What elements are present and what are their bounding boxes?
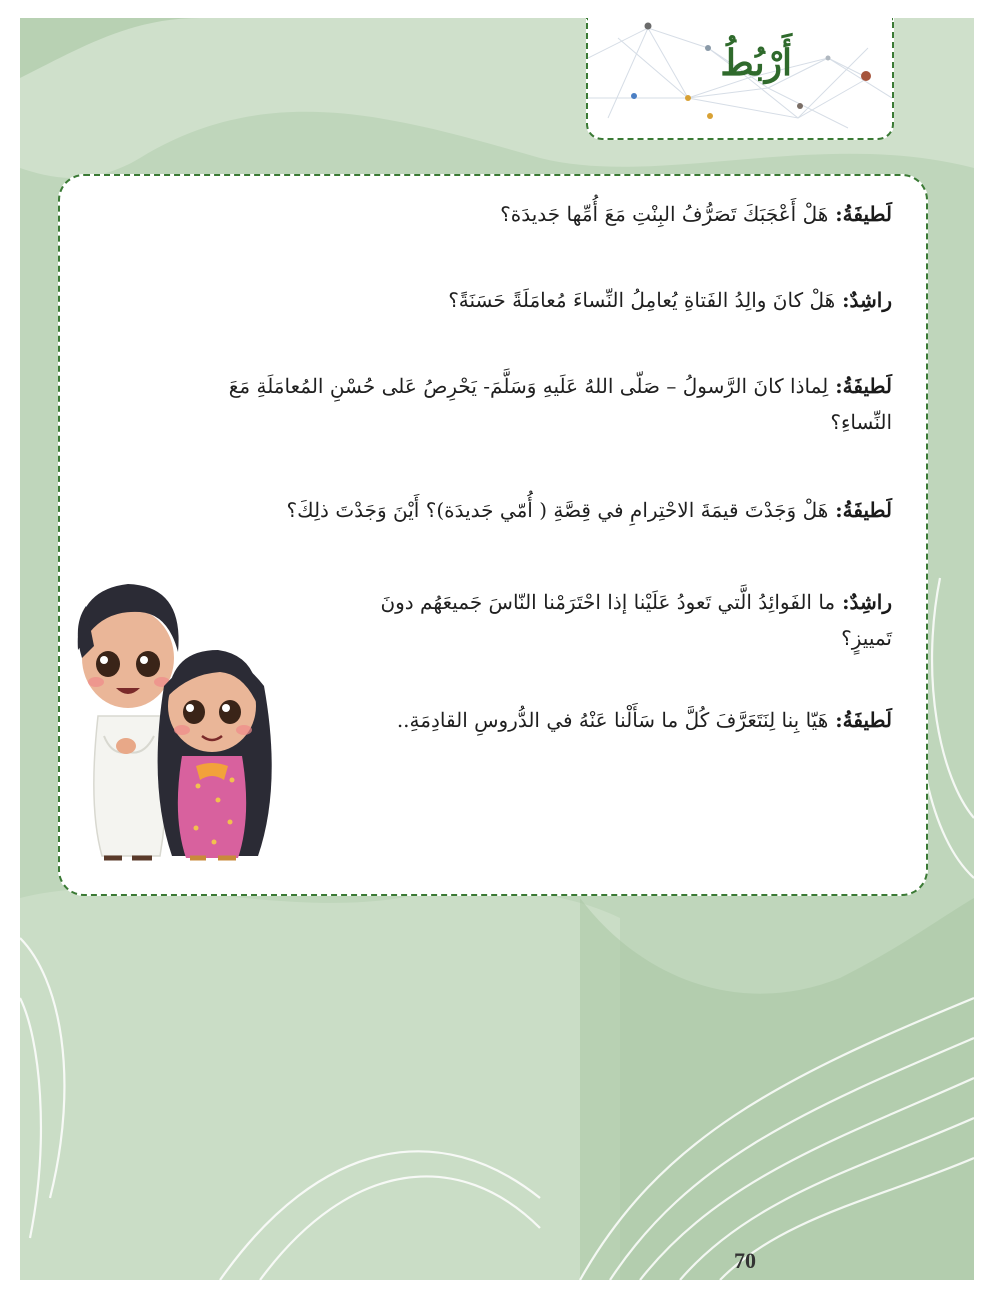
dialogue-line: لَطيفَةُ: هَلْ أَعْجَبَكَ تَصَرُّفُ البِنْتِ مَعَ أُمِّها جَديدَة؟ <box>500 202 892 226</box>
page-number: 70 <box>734 1248 756 1273</box>
lesson-title: أَرْبُطُ <box>720 42 792 84</box>
speaker-name: راشِدٌ <box>849 590 892 614</box>
page-background <box>20 18 974 1280</box>
speaker-name: لَطيفَةُ <box>842 498 892 522</box>
dialogue-line: راشِدٌ: هَلْ كانَ والِدُ الفَتاةِ يُعامِلُ النِّساءَ مُعامَلَةً حَسَنَةً؟ <box>448 288 892 312</box>
speaker-name: لَطيفَةُ <box>842 374 892 398</box>
dialogue-text: لِماذا كانَ الرَّسولُ – صَلّى اللهُ عَلَيهِ وَسَلَّمَ- يَحْرِصُ عَلى حُسْنِ المُعامَلَةِ مَعَ النِّساءِ؟ <box>228 374 892 434</box>
speaker-name: لَطيفَةُ <box>842 202 892 226</box>
dialogue-line: راشِدٌ: ما الفَوائِدُ الَّتي تَعودُ عَلَيْنا إذا احْتَرَمْنا النّاسَ جَميعَهُم دونَ تَمييزٍ؟ <box>380 590 892 650</box>
dialogue-text: هَلْ كانَ والِدُ الفَتاةِ يُعامِلُ النِّساءَ مُعامَلَةً حَسَنَةً؟ <box>448 288 836 312</box>
speaker-name: لَطيفَةُ <box>842 708 892 732</box>
dialogue-text: ما الفَوائِدُ الَّتي تَعودُ عَلَيْنا إذا احْتَرَمْنا النّاسَ جَميعَهُم دونَ تَمييزٍ؟ <box>380 590 892 650</box>
dialogue-text: هَلْ وَجَدْتَ قيمَةَ الاحْتِرامِ في قِصَّةِ ( أُمّي جَديدَة)؟ أَيْنَ وَجَدْتَ ذلِكَ؟ <box>286 498 829 522</box>
dialogue-line: لَطيفَةُ: هَلْ وَجَدْتَ قيمَةَ الاحْتِرامِ في قِصَّةِ ( أُمّي جَديدَة)؟ أَيْنَ وَجَدْتَ ذلِكَ؟ <box>286 498 892 522</box>
girl-figure <box>158 650 272 858</box>
dialogue-card <box>58 174 928 896</box>
dialogue-line: لَطيفَةُ: هَيّا بِنا لِنَتَعَرَّفَ كُلَّ ما سَأَلْنا عَنْهُ في الدُّروسِ القادِمَةِ.. <box>396 708 892 732</box>
dialogue-text: هَيّا بِنا لِنَتَعَرَّفَ كُلَّ ما سَأَلْنا عَنْهُ في الدُّروسِ القادِمَةِ.. <box>396 708 829 732</box>
children-illustration <box>68 566 288 876</box>
dialogue-line: لَطيفَةُ: لِماذا كانَ الرَّسولُ – صَلّى اللهُ عَلَيهِ وَسَلَّمَ- يَحْرِصُ عَلى حُسْنِ المُعامَلَةِ مَعَ النِّساءِ؟ <box>228 374 892 434</box>
lesson-title-card <box>586 18 894 140</box>
dialogue-text: هَلْ أَعْجَبَكَ تَصَرُّفُ البِنْتِ مَعَ أُمِّها جَديدَة؟ <box>500 202 829 226</box>
speaker-name: راشِدٌ <box>849 288 892 312</box>
